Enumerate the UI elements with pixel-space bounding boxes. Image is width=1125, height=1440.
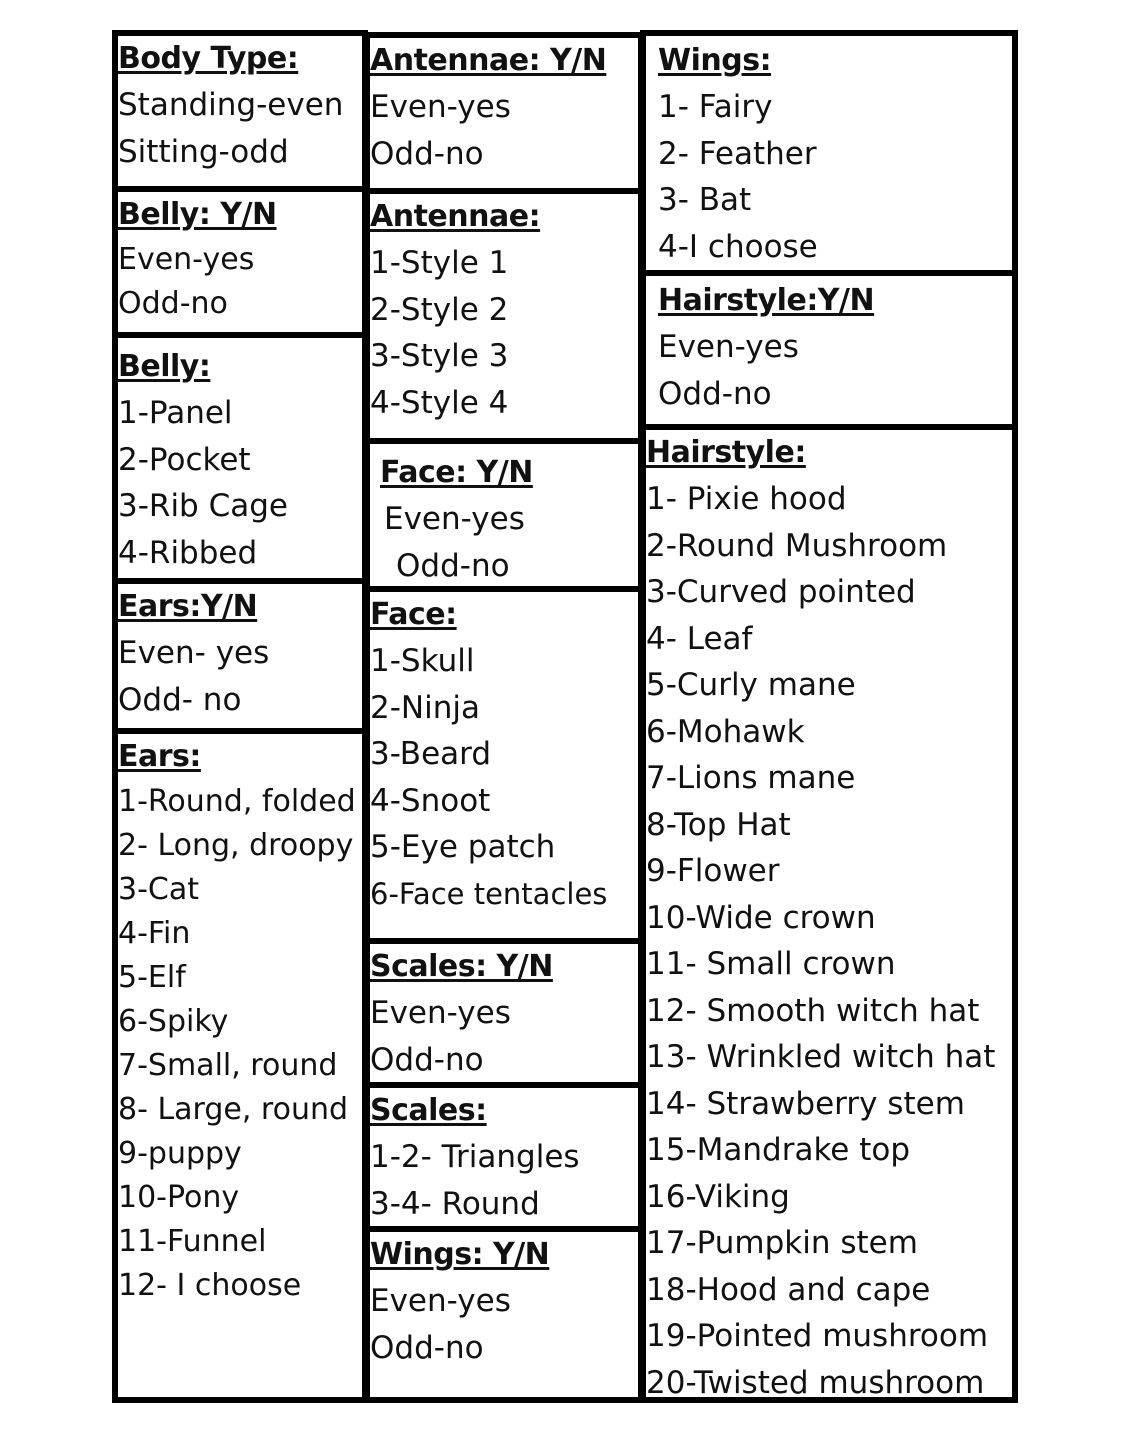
- list-item: 6-Mohawk: [646, 713, 805, 750]
- list-item: 4-I choose: [658, 228, 818, 265]
- list-item: 11-Funnel: [118, 1224, 267, 1259]
- list-item: Odd- no: [118, 681, 242, 718]
- list-item: 3-Cat: [118, 872, 200, 907]
- list-item: 3- Bat: [658, 182, 752, 218]
- list-item: 3-Style 3: [370, 338, 509, 374]
- item-list: [658, 84, 1012, 270]
- section-title: Ears:Y/N: [118, 589, 258, 624]
- list-item: 16-Viking: [646, 1178, 790, 1215]
- section-title: Wings:: [658, 43, 772, 78]
- list-item: 3-Curved pointed: [646, 574, 916, 610]
- section-title: Hairstyle:: [646, 435, 806, 470]
- list-item: Even-yes: [118, 242, 255, 277]
- section-antennae-yn: [370, 38, 638, 188]
- list-item: Odd-no: [396, 547, 510, 584]
- section-face: [370, 586, 638, 938]
- section-scales: [370, 1082, 638, 1226]
- section-ears: [118, 728, 362, 1397]
- section-title: Scales: Y/N: [370, 949, 553, 984]
- list-item: 1-2- Triangles: [370, 1139, 580, 1175]
- list-item: Even-yes: [658, 329, 799, 365]
- list-item: 2-Ninja: [370, 689, 480, 726]
- list-item: Even- yes: [118, 635, 270, 671]
- list-item: 1-Round, folded: [118, 784, 356, 819]
- column-2: [364, 32, 644, 1403]
- item-list: [370, 990, 638, 1082]
- list-item: Even-yes: [370, 89, 511, 125]
- list-item: 14- Strawberry stem: [646, 1085, 965, 1122]
- section-title: Body Type:: [118, 41, 299, 76]
- section-face-yn: [370, 438, 638, 586]
- list-item: 8-Top Hat: [646, 806, 791, 843]
- item-list: [380, 496, 638, 586]
- list-item: 4-Snoot: [370, 782, 491, 819]
- list-item: 13- Wrinkled witch hat: [646, 1039, 996, 1075]
- item-list: [658, 324, 1012, 417]
- list-item: 1- Pixie hood: [646, 481, 847, 517]
- item-list: [118, 390, 362, 576]
- list-item: 1-Skull: [370, 643, 475, 679]
- section-title: Belly:: [118, 349, 211, 384]
- list-item: 7-Small, round: [118, 1048, 338, 1083]
- column-3: [640, 30, 1018, 1403]
- list-item: 3-4- Round: [370, 1185, 540, 1222]
- list-item: Even-yes: [370, 995, 511, 1031]
- list-item: Odd-no: [658, 375, 772, 412]
- list-item: 2- Long, droopy: [118, 828, 354, 863]
- list-item: 17-Pumpkin stem: [646, 1225, 918, 1261]
- list-item: Odd-no: [370, 1329, 484, 1366]
- list-item: 3-Beard: [370, 736, 492, 772]
- section-title: Antennae: Y/N: [370, 43, 607, 78]
- list-item: 9-puppy: [118, 1136, 242, 1171]
- list-item: 15-Mandrake top: [646, 1132, 911, 1168]
- section-title: Antennae:: [370, 199, 541, 234]
- item-list: [370, 1134, 638, 1226]
- section-title: Face:: [370, 597, 457, 632]
- list-item: 2-Pocket: [118, 441, 251, 478]
- item-list: [118, 630, 362, 723]
- list-item: 1- Fairy: [658, 89, 773, 125]
- list-item: 2-Round Mushroom: [646, 527, 948, 564]
- list-item: 4-Fin: [118, 916, 191, 951]
- list-item: 9-Flower: [646, 853, 780, 889]
- list-item: 5-Elf: [118, 960, 186, 995]
- list-item: 1-Style 1: [370, 245, 509, 281]
- item-list: [118, 780, 362, 1308]
- list-item: 1-Panel: [118, 395, 233, 431]
- item-list: [370, 84, 638, 177]
- list-item: 8- Large, round: [118, 1092, 349, 1127]
- list-item: 10-Wide crown: [646, 899, 876, 936]
- item-list: [370, 638, 638, 917]
- section-wings-yn: [370, 1226, 638, 1397]
- list-item: 11- Small crown: [646, 946, 896, 982]
- list-item: Even-yes: [384, 501, 525, 537]
- column-1: [112, 30, 368, 1403]
- item-list: [370, 240, 638, 426]
- section-scales-yn: [370, 938, 638, 1082]
- list-item: 10-Pony: [118, 1180, 240, 1215]
- item-list: [118, 238, 362, 326]
- item-list: [646, 476, 1012, 1397]
- item-list: [118, 82, 362, 175]
- section-wings: [646, 36, 1012, 270]
- list-item: 12- Smooth witch hat: [646, 992, 980, 1029]
- list-item: Standing-even: [118, 87, 344, 123]
- list-item: 20-Twisted mushroom: [646, 1364, 985, 1397]
- section-hairstyle-yn: [646, 270, 1012, 424]
- section-antennae: [370, 188, 638, 438]
- section-title: Ears:: [118, 739, 201, 774]
- list-item: Sitting-odd: [118, 133, 289, 170]
- list-item: Odd-no: [370, 1041, 484, 1078]
- list-item: 18-Hood and cape: [646, 1271, 931, 1308]
- section-belly: [118, 332, 362, 578]
- list-item: 2- Feather: [658, 135, 817, 172]
- list-item: 4- Leaf: [646, 620, 753, 657]
- section-body-type: [118, 36, 362, 186]
- section-title: Scales:: [370, 1093, 487, 1128]
- section-belly-yn: [118, 186, 362, 332]
- list-item: Odd-no: [370, 135, 484, 172]
- list-item: 6-Face tentacles: [370, 876, 608, 911]
- list-item: 2-Style 2: [370, 291, 509, 328]
- list-item: 5-Curly mane: [646, 667, 856, 703]
- section-title: Face: Y/N: [380, 455, 533, 490]
- list-item: 19-Pointed mushroom: [646, 1318, 989, 1354]
- list-item: Odd-no: [118, 286, 228, 321]
- list-item: 3-Rib Cage: [118, 488, 288, 524]
- section-ears-yn: [118, 578, 362, 728]
- section-hairstyle: [646, 424, 1012, 1397]
- list-item: Even-yes: [370, 1283, 511, 1319]
- section-title: Wings: Y/N: [370, 1237, 550, 1272]
- list-item: 7-Lions mane: [646, 760, 856, 796]
- list-item: 6-Spiky: [118, 1004, 229, 1039]
- item-list: [370, 1278, 638, 1371]
- list-item: 4-Style 4: [370, 384, 509, 421]
- section-title: Belly: Y/N: [118, 197, 277, 232]
- list-item: 4-Ribbed: [118, 534, 258, 571]
- list-item: 5-Eye patch: [370, 829, 556, 865]
- list-item: 12- I choose: [118, 1268, 302, 1303]
- section-title: Hairstyle:Y/N: [658, 283, 875, 318]
